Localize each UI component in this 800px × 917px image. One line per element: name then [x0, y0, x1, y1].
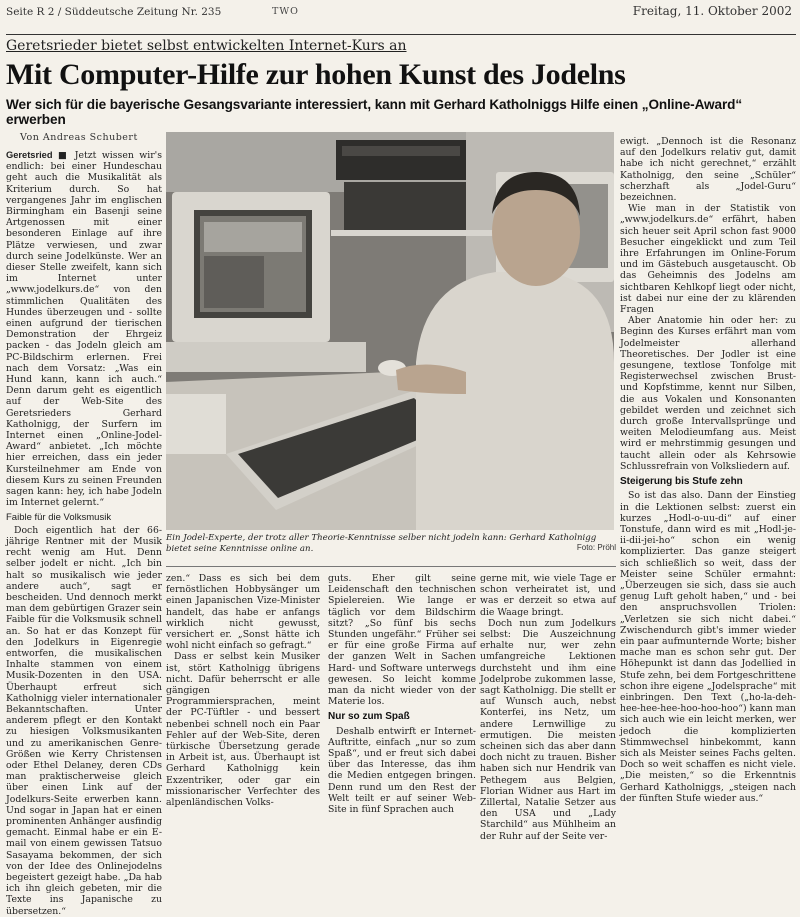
paragraph-text: ■ Jetzt wissen wir's endlich: bei einer Hundeschau geht auch die Musikalität als Kriterium durch. So hat vergangenes Jahr im englischen Birmingham ein Basenji seine Artgenossen mit einer besonderen Einlage auf ihre Plätze verwiesen, und zwar durch seine Jodelkünste. Wer an dieser Stelle zweifelt, kann sich im Internet unter „www.jodelkurs.de“ von den stimmlichen Qualitäten des Hundes überzeugen und - sollte einen aufgrund der tierischen Demonstration der Ehrgeiz packen - das Jodeln gleich am PC-Bildschirm erlernen. Frei nach dem Vorsatz: „Was ein Hund kann, kann ich auch.“ Denn darum geht es eigentlich auf der Web-Site des Geretsrieders Gerhard Katholnigg, der Surfern im Internet einen „Online-Jodel-Award“ anbietet. „Ich möchte hier erreichen, dass ein jeder Kursteilnehmer am Ende von diesem Kurs zu seinen Freunden sagen kann: hey, ich habe Jodeln im Internet gelernt.“	[6, 150, 162, 509]
photo-credit: Foto: Pröhl	[576, 543, 616, 552]
section-subheading: Nur so zum Spaß	[328, 711, 410, 723]
caption-rule	[166, 566, 616, 567]
section-subheading: Faible für die Volksmusik	[6, 511, 112, 523]
photo-illustration	[166, 132, 614, 530]
paragraph: So ist das also. Dann der Einstieg in die Lektionen selbst: zuerst ein kurzes „Hodl-o-uu-di“ auf einer Tonstufe, dann wird es mit „Hodl-je-ii-dii-jei-ho“ schon ein wenig komplizierter. Das ganze steigert sich schließlich so weit, dass der Meister seine Schüler ermahnt: „Überzeugen sie sich, dass sie auch genug Luft geholt haben,“ und - bei den anspruchsvollen Triolen: „Verletzen sie sich nicht dabei.“ Zwischendurch gibt's immer wieder ein paar aufmunternde Worte; bisher mache man es schon sehr gut. Der Höhepunkt ist dann das Jodellied in Stufe zehn, bei dem Fortgeschrittene schon ihre eigene „Jodelsprache“ mit einbringen. Den Text („ho-la-deh-hee-hee-hee-hoo-hoo-hoo“) kann man sich auch wie ein leicht merken, wer jedoch die komplizierten Stimmwechsel hinbekommt, kann sich als Meister seines Fachs gelten. Doch so weit schaffen es nicht viele. „Die meisten,“ so die Erkenntnis Gerhard Katholniggs, „steigen nach der fünften Stufe wieder aus.“	[620, 490, 797, 804]
article-column-3	[328, 573, 476, 816]
kicker: Geretsrieder bietet selbst entwickelten Internet-Kurs an	[6, 38, 407, 54]
article-column-4	[480, 573, 616, 842]
paragraph: Aber Anatomie hin oder her: zu Beginn des Kurses erfährt man vom Jodelmeister allerhand Theoretisches. Der Jodler ist eine gesungene, textlose Tonfolge mit Registerwechsel zwischen Brust- und Kopfstimme, kennt nur Silben, die aus Vokalen und Konsonanten gebildet werden und zeichnet sich durch große Intervallsprünge und weiten Melodieumfang aus. Meist wird er mehrstimmig gesungen und taucht allein oder als Kehrsowie Schlussrefrain von Volksliedern auf.	[620, 315, 796, 472]
section-tag: TWO	[272, 6, 299, 17]
paragraph: guts. Eher gilt seine Leidenschaft den technischen Spielereien. Wie lange er täglich vor dem Bildschirm sitzt? „So fünf bis sechs Stunden ungefähr.“ Früher sei er für eine große Firma auf der ganzen Welt in Sachen Hard- und Software unterwegs gewesen. So leicht komme man da nicht wieder von der Materie los.	[328, 573, 476, 708]
dateline: Geretsried	[6, 150, 53, 160]
masthead	[6, 4, 794, 22]
paragraph: Dass er selbst kein Musiker ist, stört Katholnigg übrigens nicht. Dafür beherrscht er alle gängigen Programmiersprachen, meint der PC-Tüftler - und bessert nebenbei schnell noch ein Paar Fehler auf der Web-Site, deren türkische Übersetzung gerade in Arbeit ist, aus. Überhaupt ist Gerhard Katholnigg kein Exzentriker, oder gar ein missionarischer Verfechter des alpenländischen Volks-	[166, 651, 320, 809]
paragraph: zen.“ Dass es sich bei dem fernöstlichen Hobbysänger um einen Japanischen Vize-Minister handelt, das habe er anfangs wirklich nicht gewusst, versichert er. „Sonst hätte ich wohl nicht einfach so gefragt.“	[166, 573, 320, 652]
paragraph: Deshalb entwirft er Internet-Auftritte, einfach „nur so zum Spaß“, und er freut sich dabei über das Interesse, das ihm die Medien entgegen bringen. Denn rund um den Rest der Welt teilt er auf seiner Web-Site in fünf Sprachen auch	[328, 725, 476, 816]
article-column-2	[166, 573, 320, 809]
paragraph: ewigt. „Dennoch ist die Resonanz auf den Jodelkurs relativ gut, damit habe ich nicht gerechnet,“ erzählt Katholnigg, den seine „Schüler“ scherzhaft als „Jodel-Guru“ bezeichnen.	[620, 136, 796, 204]
paragraph: gerne mit, wie viele Tage er schon verheiratet ist, und was er derzeit so etwa auf die Waage bringt.	[480, 573, 616, 618]
top-rule	[6, 34, 796, 35]
article-column-5	[620, 136, 797, 804]
subheadline: Wer sich für die bayerische Gesangsvariante interessiert, kann mit Gerhard Katholniggs Hilfe einen „Online-Award“ erwerben	[6, 97, 743, 127]
paragraph: Doch eigentlich hat der 66-jährige Rentner mit der Musik recht wenig am Hut. Denn selber jodelt er nicht. „Ich bin halt so musikalisch wie jeder andere auch“, sagt er bescheiden. Und dennoch merkt man dem gebürtigen Grazer sein Faible für die Volksmusik schnell an. So hat er das Konzept für den Jodelkurs in Eigenregie entworfen, die musikalischen Inhalte stammen von einem Musik-Dozenten in den USA. Überhaupt erfreut sich Katholnigg vieler internationaler Bekanntschaften. Unter anderem pflegt er den Kontakt zu hiesigen Volksmusikanten und zu amerikanischen Genre-Größen wie Kerry Christensen oder Ethel Delaney, deren CDs man praktischerweise gleich über einen Link auf der Jodelkurs-Seite erwerben kann. Und sogar in Japan hat er einen prominenten Anhänger ausfindig gemacht. Einmal habe er ein E-mail von einem gewissen Tatsuo Sasayama bekommen, der sich von der Idee des Onlinejodelns begeistert gezeigt habe. „Da hab ich ihn gleich gebeten, mir die Texte ins Japanische zu übersetzen.“	[6, 524, 162, 917]
paragraph: Doch nun zum Jodelkurs selbst: Die Auszeichnung erhalte nur, wer zehn umfangreiche Lektionen durchsteht und ihm eine Jodelprobe zukommen lasse, sagt Katholnigg. Die stellt er auf Wunsch auch, nebst Konterfei, ins Netz, um andere Lernwillige zu ermutigen. Die meisten scheinen sich das aber dann doch nicht zu trauen. Bisher haben sich nur Hendrik van Pethegem aus Belgien, Florian Widner aus Hart im Zillertal, Natalie Setzer aus den USA und „Lady Starchild“ aus Mühlheim an der Ruhr auf der Seite ver-	[480, 617, 616, 842]
paragraph: Wie man in der Statistik von „www.jodelkurs.de“ erfährt, haben sich heuer seit April schon fast 9000 Besucher eingeklickt und zum Teil ihre Erfahrungen im Online-Forum und im Gästebuch ausgetauscht. Ob das Geheimnis des Jodelns am sichtbaren Kehlkopf liegt oder nicht, ist dabei nur eine der zu klärenden Fragen	[620, 203, 796, 316]
article-photo	[166, 132, 614, 530]
paragraph	[6, 150, 162, 509]
photo-caption: Ein Jodel-Experte, der trotz aller Theorie-Kenntnisse selber nicht jodeln kann: Gerhard Katholnigg bietet seine Kenntnisse online an.	[166, 533, 597, 554]
article-column-1	[6, 150, 162, 917]
issue-date: Freitag, 11. Oktober 2002	[632, 4, 792, 18]
section-subheading: Steigerung bis Stufe zehn	[620, 476, 743, 488]
byline: Von Andreas Schubert	[20, 132, 138, 143]
headline: Mit Computer-Hilfe zur hohen Kunst des Jodelns	[6, 58, 626, 91]
page-info: Seite R 2 / Süddeutsche Zeitung Nr. 235	[6, 6, 222, 18]
